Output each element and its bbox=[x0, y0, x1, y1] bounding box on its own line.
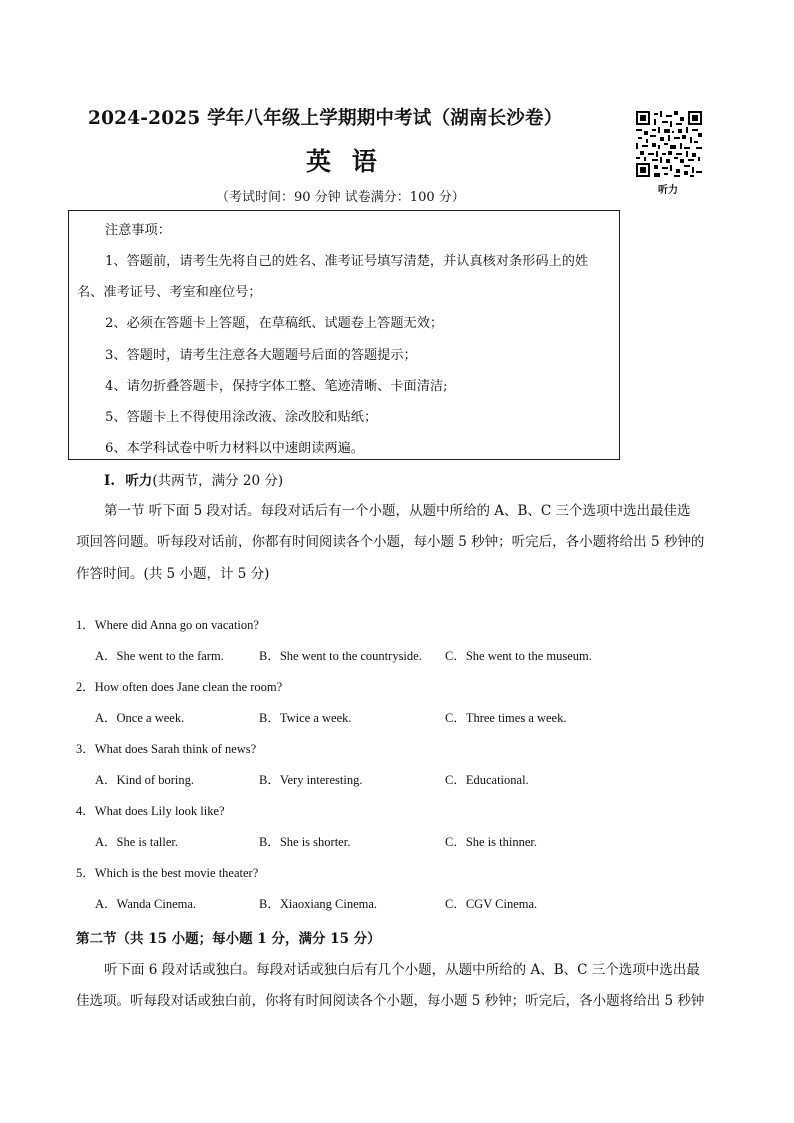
question-text: What does Lily look like? bbox=[94, 804, 225, 818]
part-2-instructions-line-1: 听下面 6 段对话或独白。每段对话或独白后有几个小题，从题中所给的 A、B、C 三个选项中选出最 bbox=[104, 962, 700, 978]
question-5 bbox=[76, 863, 258, 881]
question-3-option-b[interactable]: B．Very interesting. bbox=[259, 773, 363, 787]
question-3 bbox=[76, 739, 256, 757]
subject-title: 英 语 bbox=[306, 147, 383, 176]
question-3-option-c[interactable]: C．Educational. bbox=[445, 773, 529, 787]
question-4-option-b[interactable]: B．She is shorter. bbox=[259, 835, 351, 849]
section-2-heading: 第二节（共 15 小题；每小题 1 分，满分 15 分） bbox=[76, 931, 381, 947]
exam-info: （考试时间：90 分钟 试卷满分：100 分） bbox=[216, 190, 465, 205]
question-1-option-a[interactable]: A．She went to the farm. bbox=[95, 649, 224, 663]
question-text: Which is the best movie theater? bbox=[94, 866, 259, 880]
question-3-option-a[interactable]: A．Kind of boring. bbox=[95, 773, 194, 787]
notice-item-4: 4、请勿折叠答题卡，保持字体工整、笔迹清晰、卡面清洁; bbox=[105, 379, 448, 394]
question-number: 3． bbox=[76, 742, 95, 756]
question-2-option-b[interactable]: B．Twice a week. bbox=[259, 711, 352, 725]
notice-heading: 注意事项： bbox=[105, 223, 171, 238]
question-2 bbox=[76, 677, 282, 695]
question-2-option-a[interactable]: A．Once a week. bbox=[95, 711, 185, 725]
question-number: 2． bbox=[76, 680, 95, 694]
notice-item-2: 2、必须在答题卡上答题，在草稿纸、试题卷上答题无效； bbox=[105, 316, 444, 331]
section-1-title: 听力 bbox=[125, 473, 153, 489]
question-4-option-c[interactable]: C．She is thinner. bbox=[445, 835, 538, 849]
question-5-option-c[interactable]: C．CGV Cinema. bbox=[445, 897, 538, 911]
question-text: What does Sarah think of news? bbox=[94, 742, 257, 756]
question-1-option-b[interactable]: B．She went to the countryside. bbox=[259, 649, 422, 663]
question-4-option-a[interactable]: A．She is taller. bbox=[95, 835, 178, 849]
question-4 bbox=[76, 801, 225, 819]
notice-box bbox=[68, 210, 620, 460]
question-number: 4． bbox=[76, 804, 95, 818]
notice-item-6: 6、本学科试卷中听力材料以中速朗读两遍。 bbox=[105, 441, 364, 456]
section-1-heading bbox=[104, 469, 283, 489]
notice-item-1-cont: 名、准考证号、考室和座位号； bbox=[77, 285, 262, 300]
section-1-note: (共两节，满分 20 分) bbox=[152, 473, 284, 489]
question-1-option-c[interactable]: C．She went to the museum. bbox=[445, 649, 592, 663]
section-1-number: I. bbox=[104, 473, 116, 489]
part-1-instructions-line-1: 第一节 听下面 5 段对话。每段对话后有一个小题，从题中所给的 A、B、C 三个选项中选出最佳选 bbox=[104, 503, 691, 519]
qr-code-icon[interactable] bbox=[636, 111, 702, 177]
question-5-option-b[interactable]: B．Xiaoxiang Cinema. bbox=[259, 897, 378, 911]
question-2-option-c[interactable]: C．Three times a week. bbox=[445, 711, 567, 725]
notice-item-3: 3、答题时，请考生注意各大题题号后面的答题提示； bbox=[105, 348, 417, 363]
question-number: 5． bbox=[76, 866, 95, 880]
notice-item-5: 5、答题卡上不得使用涂改液、涂改胶和贴纸； bbox=[105, 410, 378, 425]
qr-label: 听力 bbox=[658, 185, 678, 196]
part-1-instructions-line-3: 作答时间。(共 5 小题，计 5 分) bbox=[76, 566, 270, 582]
question-number: 1． bbox=[76, 618, 95, 632]
part-2-instructions-line-2: 佳选项。听每段对话或独白前，你将有时间阅读各个小题，每小题 5 秒钟；听完后，各小题将给出 5 秒钟 bbox=[76, 993, 705, 1009]
question-text: How often does Jane clean the room? bbox=[94, 680, 283, 694]
exam-title: 2024-2025 学年八年级上学期期中考试（湖南长沙卷） bbox=[88, 108, 563, 129]
part-1-instructions-line-2: 项回答问题。听每段对话前，你都有时间阅读各个小题，每小题 5 秒钟；听完后，各小题将给出 5 秒钟的 bbox=[76, 534, 705, 550]
question-5-option-a[interactable]: A．Wanda Cinema. bbox=[95, 897, 197, 911]
notice-item-1: 1、答题前，请考生先将自己的姓名、准考证号填写清楚，并认真核对条形码上的姓 bbox=[105, 254, 589, 269]
question-1 bbox=[76, 615, 259, 633]
question-text: Where did Anna go on vacation? bbox=[94, 618, 259, 632]
